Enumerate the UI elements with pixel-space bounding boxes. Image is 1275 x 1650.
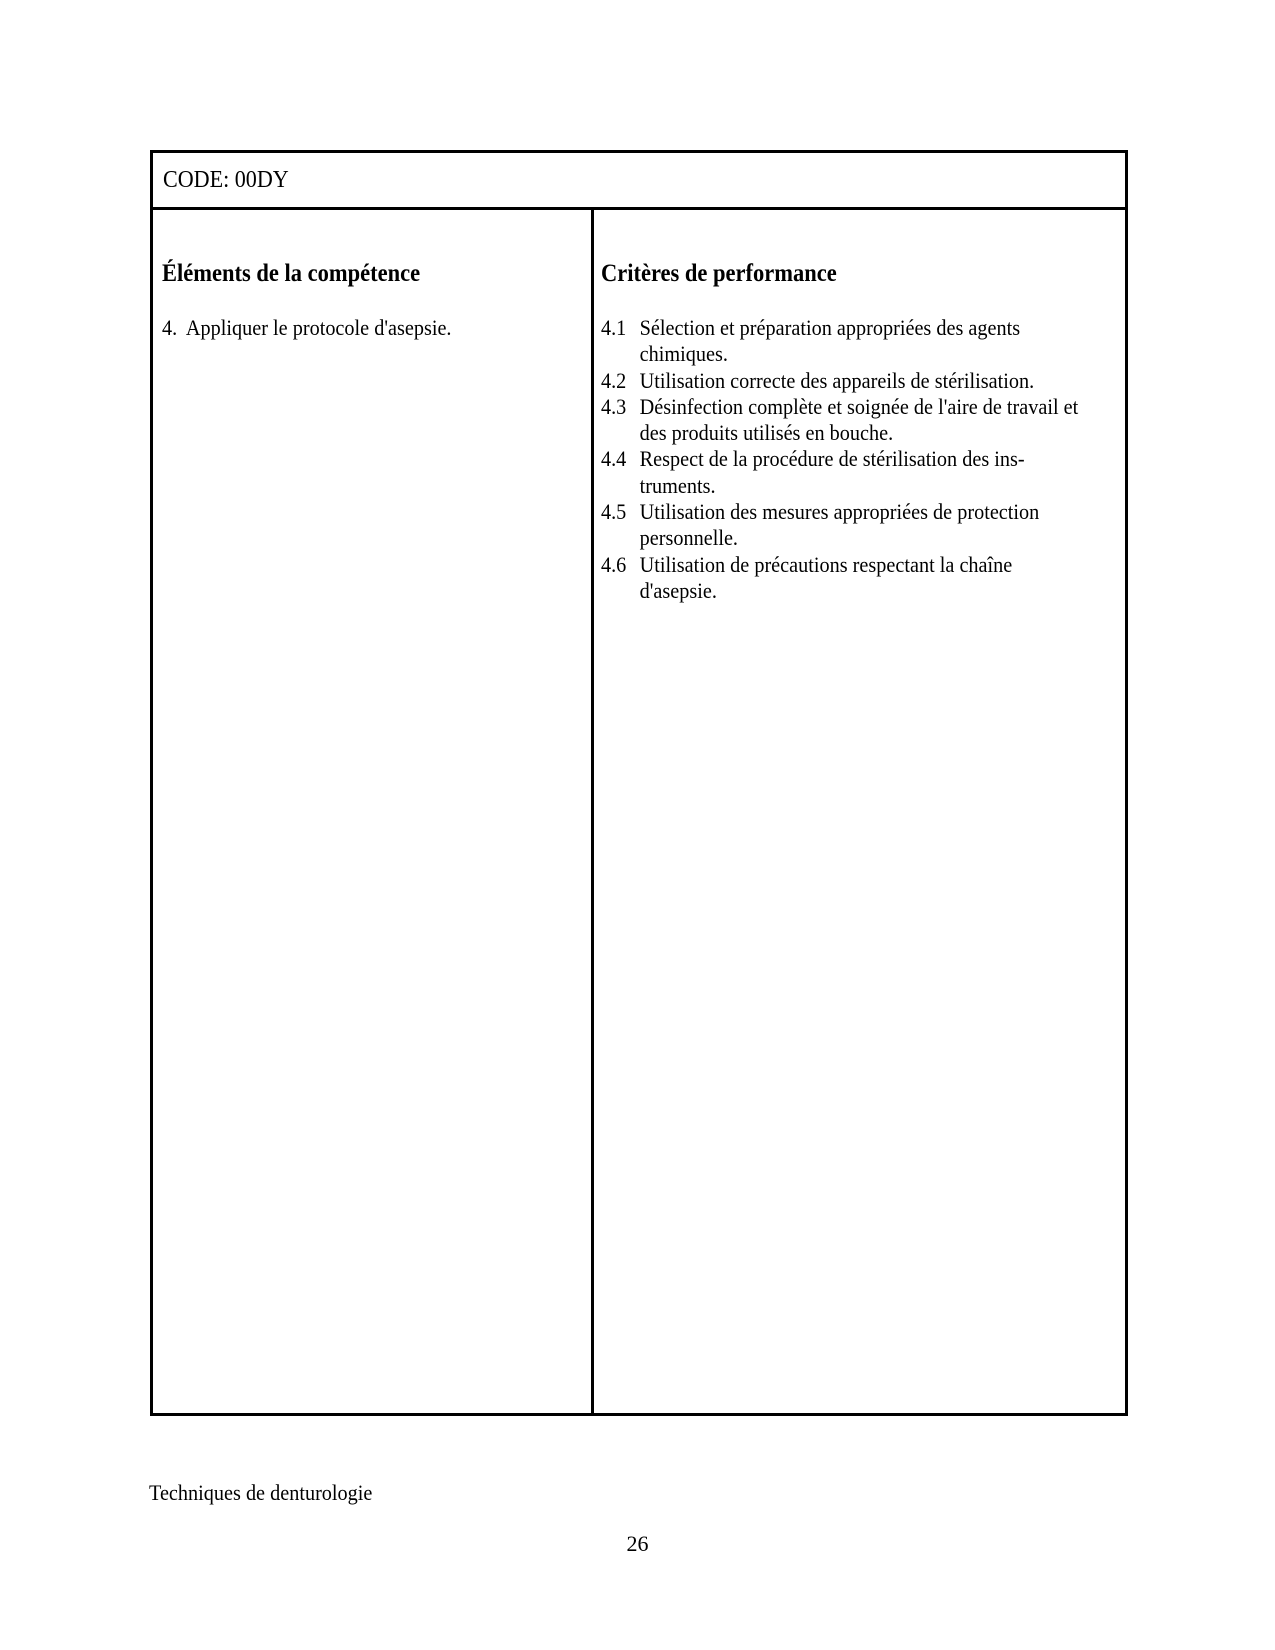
competency-table [150,150,1128,1416]
code-label: CODE: 00DY [163,167,289,193]
criterion-text: Désinfection complète et soignée de l'aire de travail et des produits utilisés en bouche. [639,393,1079,446]
element-text: Appliquer le protocole d'asepsie. [185,315,452,340]
element-item [162,315,451,341]
criterion-number: 4.4 [601,446,627,472]
page-number: 26 [626,1531,649,1556]
criterion-item [601,368,1098,394]
criterion-number: 4.2 [601,367,627,393]
elements-heading: Éléments de la compétence [162,260,421,287]
criteria-list [601,315,1098,604]
criterion-item [601,499,1098,552]
criterion-number: 4.3 [601,393,627,419]
criterion-item [601,315,1098,368]
criterion-text: Respect de la procédure de stérilisation des ins- truments. [639,446,1025,498]
criterion-number: 4.6 [601,551,627,577]
element-number: 4. [162,315,178,340]
criterion-text: Sélection et préparation appropriées des agents chimiques. [639,315,1021,367]
code-row [153,153,1125,210]
footer-program-title: Techniques de denturologie [149,1480,373,1505]
criterion-number: 4.5 [601,499,627,525]
criterion-item [601,552,1098,605]
criterion-text: Utilisation correcte des appareils de stérilisation. [639,367,1035,393]
criterion-item [601,446,1098,499]
criterion-text: Utilisation des mesures appropriées de protection personnelle. [639,499,1040,551]
criteria-column [594,210,1125,1413]
elements-column [153,210,591,1413]
criterion-text: Utilisation de précautions respectant la chaîne d'asepsie. [639,551,1013,603]
criterion-number: 4.1 [601,315,627,340]
criteria-heading: Critères de performance [601,260,837,287]
criterion-item [601,394,1098,447]
